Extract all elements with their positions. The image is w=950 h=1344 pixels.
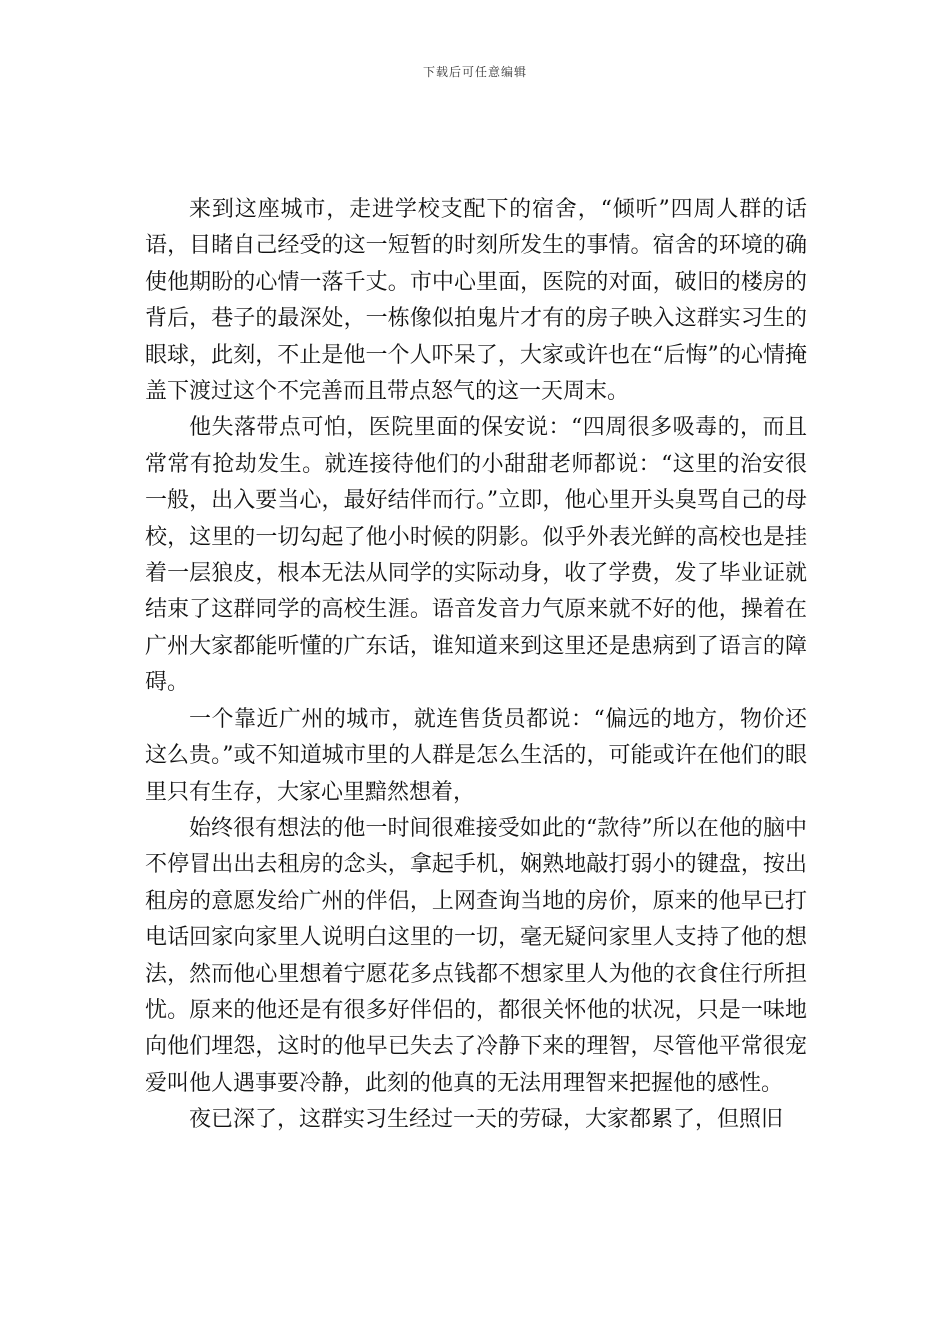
paragraph: 一个靠近广州的城市，就连售货员都说：“偏远的地方，物价还这么贵。”或不知道城市里的人群是怎么生活的，可能或许在他们的眼里只有生存，大家心里黯然想着， [145,706,807,805]
paragraph: 夜已深了，这群实习生经过一天的劳碌，大家都累了，但照旧 [189,1107,784,1133]
paragraph: 始终很有想法的他一时间很难接受如此的“款待”所以在他的脑中不停冒出出去租房的念头，拿起手机，娴熟地敲打弱小的键盘，按出租房的意愿发给广州的伴侣，上网查询当地的房价，原来的他早已打电话回家向家里人说明白这里的一切，毫无疑问家里人支持了他的想法，然而他心里想着宁愿花多点钱都不想家里人为他的衣食住行所担忧。原来的他还是有很多好伴侣的，都很关怀他的状况，只是一味地向他们埋怨，这时的他早已失去了冷静下来的理智，尽管他平常很宠爱叫他人遇事要冷静，此刻的他真的无法用理智来把握他的感性。 [145,815,807,1096]
paragraph: 来到这座城市，走进学校支配下的宿舍，“倾听”四周人群的话语，目睹自己经受的这一短暂的时刻所发生的事情。宿舍的环境的确使他期盼的心情一落千丈。市中心里面，医院的对面，破旧的楼房的背后，巷子的最深处，一栋像似拍鬼片才有的房子映入这群实习生的眼球，此刻，不止是他一个人吓呆了，大家或许也在“后悔”的心情掩盖下渡过这个不完善而且带点怒气的这一天周末。 [145,197,807,405]
document-body [145,192,807,1139]
paragraph: 他失落带点可怕，医院里面的保安说：“四周很多吸毒的，而且常常有抢劫发生。就连接待他们的小甜甜老师都说：“这里的治安很一般，出入要当心，最好结伴而行。”立即，他心里开头臭骂自己的母校，这里的一切勾起了他小时候的阴影。似乎外表光鲜的高校也是挂着一层狼皮，根本无法从同学的实际动身，收了学费，发了毕业证就结束了这群同学的高校生涯。语音发音力气原来就不好的他，操着在广州大家都能听懂的广东话，谁知道来到这里还是患病到了语言的障碍。 [145,415,807,696]
page-header-note: 下载后可任意编辑 [422,65,527,79]
